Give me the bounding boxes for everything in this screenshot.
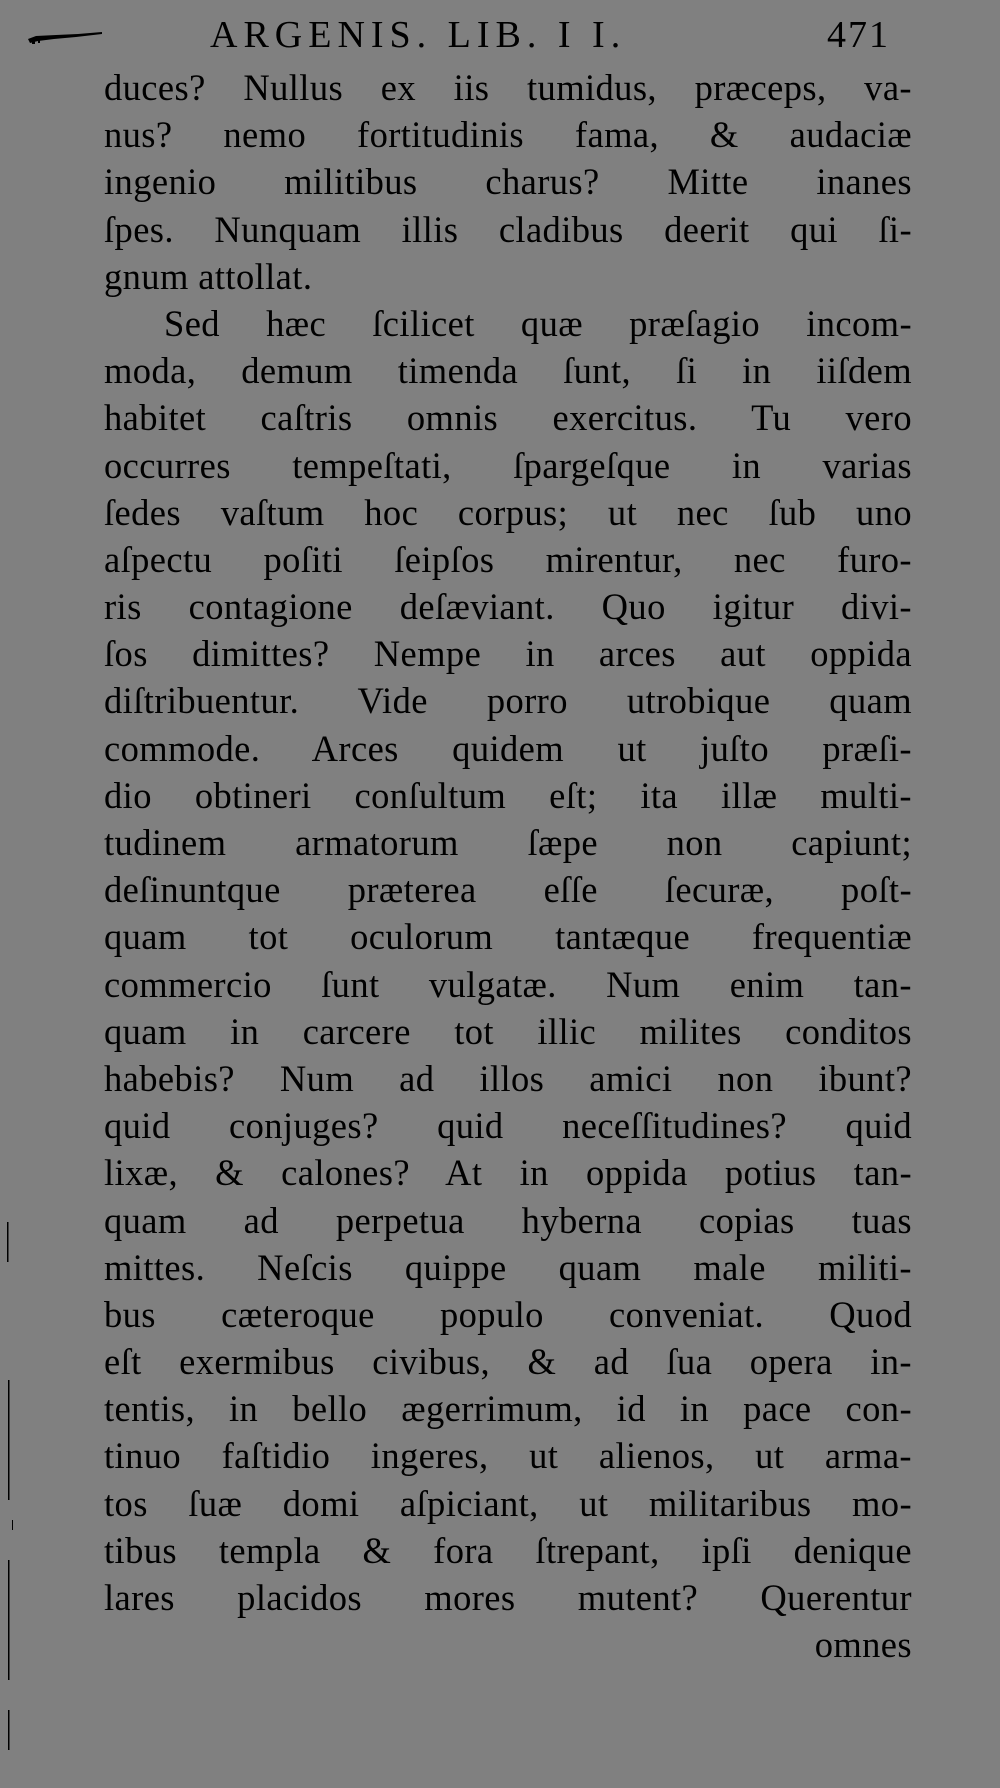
text-line: tudinem armatorum ſæpe non capiunt; bbox=[104, 822, 912, 863]
text-line: diſtribuentur. Vide porro utrobique quam bbox=[104, 680, 912, 722]
catchword: omnes bbox=[814, 1624, 912, 1666]
text-line: commercio ſunt vulgatæ. Num enim tan- bbox=[104, 963, 912, 1005]
text-line: ſedes vaſtum hoc corpus; ut nec ſub uno bbox=[104, 491, 912, 533]
body-text bbox=[104, 64, 912, 1668]
text-line: dio obtineri conſultum eſt; ita illæ multi- bbox=[104, 774, 912, 816]
text-line: quam ad perpetua hyberna copias tuas bbox=[104, 1199, 912, 1241]
text-line: quam tot oculorum tantæque frequentiæ bbox=[104, 916, 912, 958]
ink-blot-mark bbox=[26, 30, 104, 44]
page-number: 471 bbox=[827, 14, 890, 56]
text-line: mittes. Neſcis quippe quam male militi- bbox=[104, 1246, 912, 1288]
text-line: lixæ, & calones? At in oppida potius tan- bbox=[104, 1152, 912, 1194]
text-line: ris contagione deſæviant. Quo igitur divi- bbox=[104, 586, 912, 628]
text-line: deſinuntque præterea eſſe ſecuræ, poſt- bbox=[104, 869, 912, 911]
running-head-title: ARGENIS. LIB. I I. bbox=[210, 14, 627, 56]
paragraph-start-line: Sed hæc ſcilicet quæ præſagio incom- bbox=[164, 302, 912, 344]
text-line: ſpes. Nunquam illis cladibus deerit qui ſi- bbox=[104, 208, 912, 250]
text-line: eſt exermibus civibus, & ad ſua opera in- bbox=[104, 1341, 912, 1383]
text-line: tos ſuæ domi aſpiciant, ut militaribus mo- bbox=[104, 1482, 912, 1524]
text-line: habitet caſtris omnis exercitus. Tu vero bbox=[104, 397, 912, 439]
text-line: lares placidos mores mutent? Querentur bbox=[104, 1577, 912, 1618]
text-line: moda, demum timenda ſunt, ſi in iiſdem bbox=[104, 350, 912, 392]
text-line: ſos dimittes? Nempe in arces aut oppida bbox=[104, 633, 912, 675]
text-line: occurres tempeſtati, ſpargeſque in varias bbox=[104, 444, 912, 486]
text-line: bus cæteroque populo conveniat. Quod bbox=[104, 1293, 912, 1335]
text-line: tentis, in bello ægerrimum, id in pace con- bbox=[104, 1388, 912, 1430]
text-line: quid conjuges? quid neceſſitudines? quid bbox=[104, 1105, 912, 1147]
text-line: tibus templa & fora ſtrepant, ipſi denique bbox=[104, 1529, 912, 1571]
text-line: commode. Arces quidem ut juſto præſi- bbox=[104, 727, 912, 769]
text-line: tinuo faſtidio ingeres, ut alienos, ut arma- bbox=[104, 1435, 912, 1477]
text-line: duces? Nullus ex iis tumidus, præceps, va- bbox=[104, 67, 912, 108]
text-line: quam in carcere tot illic milites conditos bbox=[104, 1010, 912, 1052]
text-line: aſpectu poſiti ſeipſos mirentur, nec furo- bbox=[104, 538, 912, 580]
page-edge-marks bbox=[0, 1200, 14, 1760]
text-line: nus? nemo fortitudinis fama, & audaciæ bbox=[104, 114, 912, 156]
text-line: gnum attollat. bbox=[104, 255, 313, 297]
running-head bbox=[210, 12, 890, 58]
text-line: ingenio militibus charus? Mitte inanes bbox=[104, 161, 912, 203]
text-line: habebis? Num ad illos amici non ibunt? bbox=[104, 1057, 912, 1099]
